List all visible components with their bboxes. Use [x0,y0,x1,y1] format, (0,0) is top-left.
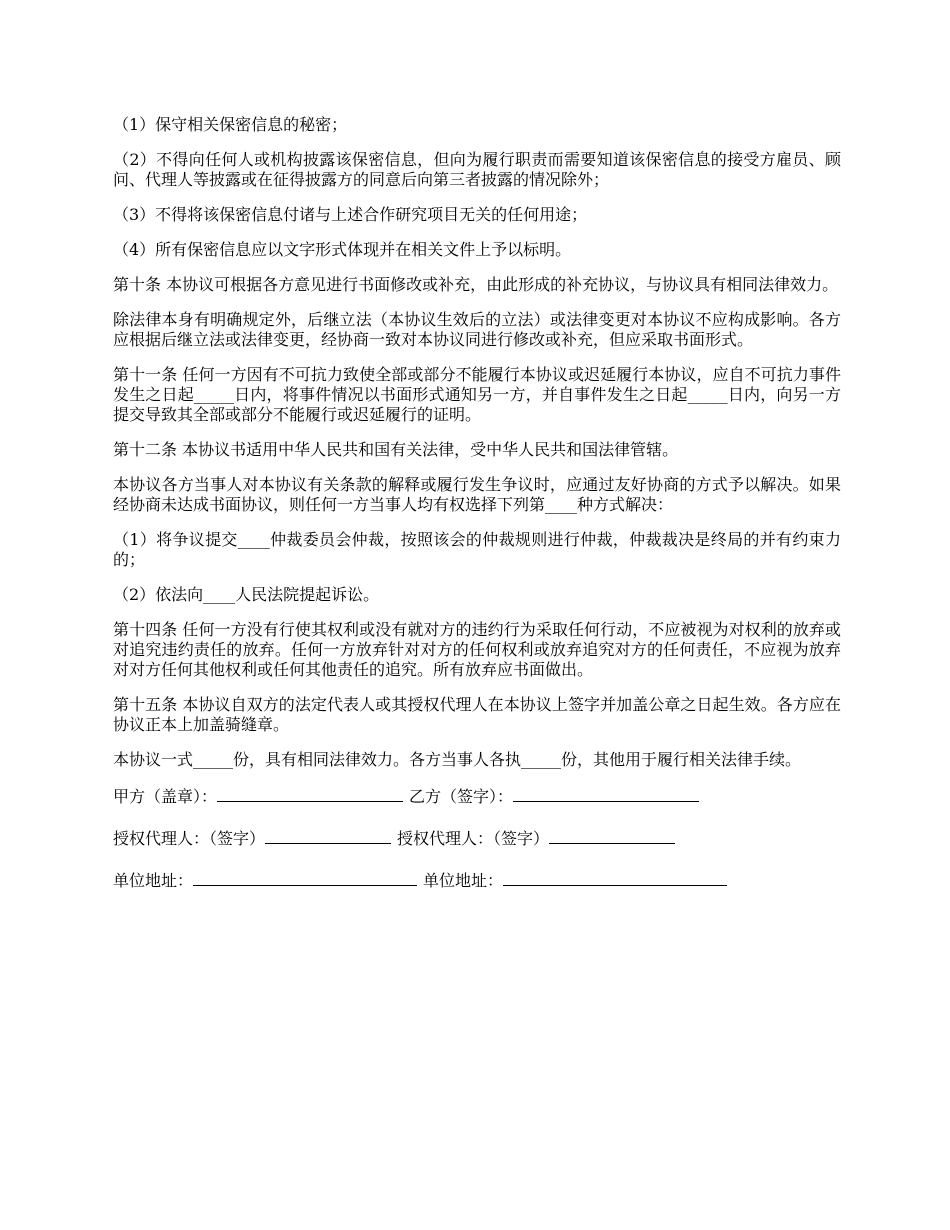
article-15: 第十五条 本协议自双方的法定代表人或其授权代理人在本协议上签字并加盖公章之日起生效。各方应在协议正本上加盖骑缝章。 [113,695,841,734]
article-12: 第十二条 本协议书适用中华人民共和国有关法律，受中华人民共和国法律管辖。 [113,440,679,459]
document-page [113,115,841,911]
clause-item-3: （3）不得将该保密信息付诸与上述合作研究项目无关的任何用途； [113,205,588,224]
agent-b-label: 授权代理人：（签字） [397,829,550,848]
signature-row-seal [113,785,841,805]
article-11: 第十一条 任何一方因有不可抗力致使全部或部分不能履行本协议或迟延履行本协议，应自不可抗力事件发生之日起_____日内，将事件情况以书面形式通知另一方，并自事件发生之日起_____日内，向另一方提交导致其全部或部分不能履行或迟延履行的证明。 [113,365,841,424]
agent-b-line [549,827,675,844]
address-a-label: 单位地址： [113,871,194,890]
agent-a-line [265,827,391,844]
address-b-label: 单位地址： [423,871,504,890]
dispute-option-1: （1）将争议提交____仲裁委员会仲裁，按照该会的仲裁规则进行仲裁，仲裁裁决是终局的并有约束力的； [113,530,841,569]
clause-item-2: （2）不得向任何人或机构披露该保密信息，但向为履行职责而需要知道该保密信息的接受方雇员、顾问、代理人等披露或在征得披露方的同意后向第三者披露的情况除外； [113,150,841,189]
address-a-line [193,869,417,886]
article-10: 第十条 本协议可根据各方意见进行书面修改或补充，由此形成的补充协议，与协议具有相同法律效力。 [113,275,839,294]
agent-a-label: 授权代理人：（签字） [113,829,266,848]
legislation-change-paragraph: 除法律本身有明确规定外，后继立法（本协议生效后的立法）或法律变更对本协议不应构成影响。各方应根据后继立法或法律变更，经协商一致对本协议同进行修改或补充，但应采取书面形式。 [113,310,841,349]
signature-row-agent [113,827,841,847]
article-14: 第十四条 任何一方没有行使其权利或没有就对方的违约行为采取任何行动，不应被视为对权利的放弃或对追究违约责任的放弃。任何一方放弃针对对方的任何权利或放弃追究对方的任何责任，不应视为放弃对对方任何其他权利或任何其他责任的追究。所有放弃应书面做出。 [113,620,841,679]
signature-row-address [113,869,841,889]
party-a-seal-line [217,785,403,802]
dispute-resolution-paragraph: 本协议各方当事人对本协议有关条款的解释或履行发生争议时，应通过友好协商的方式予以解决。如果经协商未达成书面协议，则任何一方当事人均有权选择下列第____种方式解决： [113,475,841,514]
party-b-sign-label: 乙方（签字）： [409,787,514,806]
dispute-option-2: （2）依法向____人民法院提起诉讼。 [113,585,380,604]
clause-item-4: （4）所有保密信息应以文字形式体现并在相关文件上予以标明。 [113,240,572,259]
copies-paragraph: 本协议一式_____份，具有相同法律效力。各方当事人各执_____份，其他用于履行相关法律手续。 [113,750,802,769]
clause-item-1: （1）保守相关保密信息的秘密； [113,115,348,134]
address-b-line [503,869,727,886]
party-b-sign-line [513,785,699,802]
party-a-seal-label: 甲方（盖章）： [113,787,218,806]
